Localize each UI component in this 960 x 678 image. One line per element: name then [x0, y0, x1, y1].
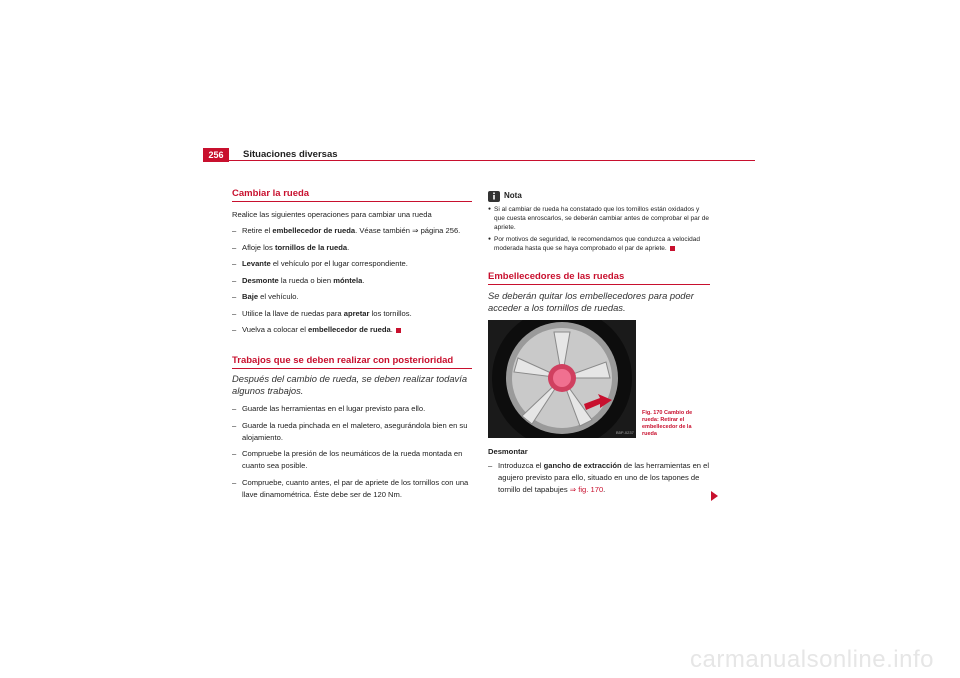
list-item: – Retire el embellecedor de rueda. Véase también ⇒ página 256.	[232, 225, 472, 237]
right-column	[488, 190, 710, 501]
section-end-marker	[396, 328, 401, 333]
note-item: ● Por motivos de seguridad, le recomendamos que conduzca a velocidad moderada hasta que se haya comprobado el par de apriete.	[488, 235, 710, 253]
remove-cover-steps	[488, 460, 710, 496]
section-lead: Se deberán quitar los embellecedores para poder acceder a los tornillos de ruedas.	[488, 290, 694, 313]
list-item: – Levante el vehículo por el lugar correspondiente.	[232, 258, 472, 270]
figure-170	[488, 320, 710, 438]
section-title-trabajos: Trabajos que se deben realizar con posterioridad	[232, 355, 472, 369]
page-number: 256	[203, 148, 229, 162]
subheading-desmontar: Desmontar	[488, 447, 528, 456]
change-wheel-steps	[232, 225, 472, 336]
list-item: – Utilice la llave de ruedas para apretar los tornillos.	[232, 308, 472, 320]
note-item: ● Si al cambiar de rueda ha constatado que los tornillos están oxidados y que cuesta enroscarlos, se deberán cambiar antes de comprobar el par de apriete.	[488, 205, 710, 232]
watermark: carmanualsonline.info	[690, 646, 934, 673]
list-item: – Compruebe, cuanto antes, el par de apriete de los tornillos con una llave dinamométrica. Éste debe ser de 120 Nm.	[232, 477, 472, 501]
list-item: – Guarde la rueda pinchada en el maletero, asegurándola bien en su alojamiento.	[232, 420, 472, 444]
left-column	[232, 188, 472, 505]
chapter-title: Situaciones diversas	[243, 149, 338, 160]
section-lead: Después del cambio de rueda, se deben realizar todavía algunos trabajos.	[232, 373, 468, 396]
note-body	[488, 205, 710, 253]
list-item: – Afloje los tornillos de la rueda.	[232, 242, 472, 254]
header-divider	[203, 160, 755, 161]
section-title-embellecedores: Embellecedores de las ruedas	[488, 271, 710, 285]
note-header	[488, 190, 710, 202]
intro-text: Realice las siguientes operaciones para cambiar una rueda	[232, 210, 432, 219]
info-icon	[488, 191, 500, 202]
note-title: Nota	[504, 191, 522, 200]
continue-arrow-icon	[711, 491, 718, 501]
section-end-marker	[670, 246, 675, 251]
list-item: – Vuelva a colocar el embellecedor de rueda.	[232, 324, 472, 336]
list-item: – Desmonte la rueda o bien móntela.	[232, 275, 472, 287]
wheel-cover-photo	[488, 320, 636, 438]
figure-link[interactable]: ⇒ fig. 170	[569, 485, 604, 494]
post-change-steps	[232, 403, 472, 501]
figure-code: B5P-0237	[616, 430, 634, 435]
list-item: – Compruebe la presión de los neumáticos de la rueda montada en cuanto sea posible.	[232, 448, 472, 472]
section-title-cambiar-rueda: Cambiar la rueda	[232, 188, 472, 202]
list-item: – Baje el vehículo.	[232, 291, 472, 303]
list-item: – Introduzca el gancho de extracción de las herramientas en el agujero previsto para ello, situado en uno de los tapones de tornillo del tapabujes ⇒ fig. 170.	[488, 460, 710, 496]
list-item: – Guarde las herramientas en el lugar previsto para ello.	[232, 403, 472, 415]
figure-caption: Fig. 170 Cambio de rueda: Retirar el embellecedor de la rueda	[642, 410, 693, 437]
